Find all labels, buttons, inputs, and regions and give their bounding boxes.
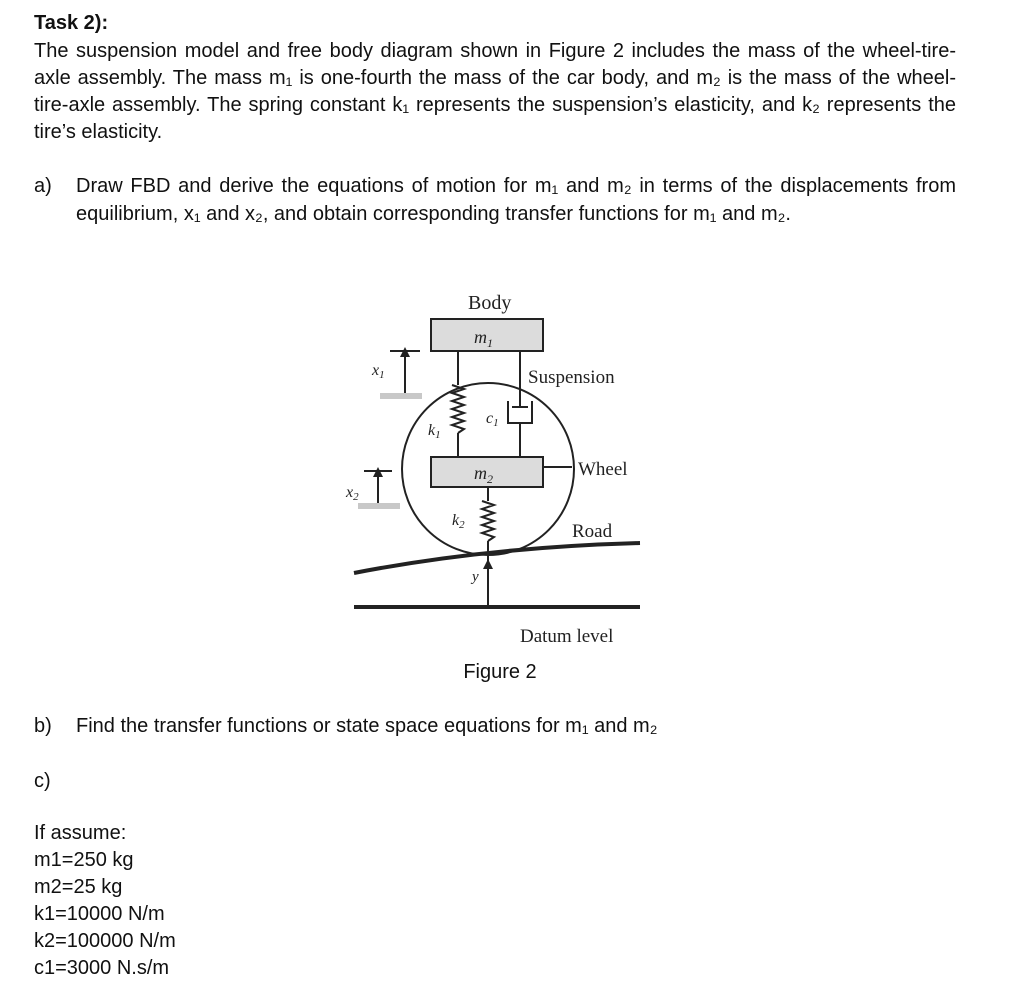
assumption-value: c1=3000 N.s/m [34,957,170,979]
datum-label: Datum level [520,626,614,647]
k2-spring [482,501,494,541]
body-label: Body [468,292,512,314]
question-b-marker: b) [34,715,52,737]
y-arrowhead [483,559,493,569]
question-a [34,172,956,228]
x2-label: x2 [346,484,359,503]
figure-caption: Figure 2 [463,661,537,683]
k1-label: k1 [428,422,441,441]
assumption-value: m2=25 kg [34,876,123,898]
question-a-text: Draw FBD and derive the equations of motion for m₁ and m₂ in terms of the displacements from equilibrium, x₁ and x₂, and obtain corresponding transfer functions for m₁ and m₂. [76,175,956,225]
suspension-diagram [340,285,650,655]
road-surface [354,543,640,573]
road-label: Road [572,521,613,542]
task-title: Task 2): [34,12,109,34]
x2-ground [358,503,400,509]
question-c-marker: c) [34,770,51,792]
m1-label: $m_1$ [474,327,493,350]
m2-label: $m_2$ [474,463,493,486]
x1-ground [380,393,422,399]
c1-label: c1 [486,410,499,429]
assumptions-block [34,820,176,982]
k2-label: k2 [452,512,465,531]
task-intro-block [34,10,956,146]
suspension-figure [340,285,650,655]
y-label: y [472,569,479,585]
wheel-label: Wheel [578,459,628,480]
task-intro-text: The suspension model and free body diagram shown in Figure 2 includes the mass of the wheel-tire-axle assembly. The mass m₁ is one-fourth the mass of the car body, and m₂ is the mass of the wheel-tire-axle assembly. The spring constant k₁ represents the suspension’s elasticity, and k₂ represents the tire’s elasticity. [34,40,956,143]
k1-spring [452,385,464,433]
question-a-marker: a) [34,175,52,197]
suspension-label: Suspension [528,367,615,388]
question-b-text: Find the transfer functions or state space equations for m₁ and m₂ [76,715,658,737]
assumption-value: k2=100000 N/m [34,930,176,952]
assumption-value: m1=250 kg [34,849,134,871]
assumption-value: k1=10000 N/m [34,903,165,925]
question-b [34,712,956,740]
x1-label: x1 [372,362,385,381]
assumptions-heading: If assume: [34,822,127,844]
